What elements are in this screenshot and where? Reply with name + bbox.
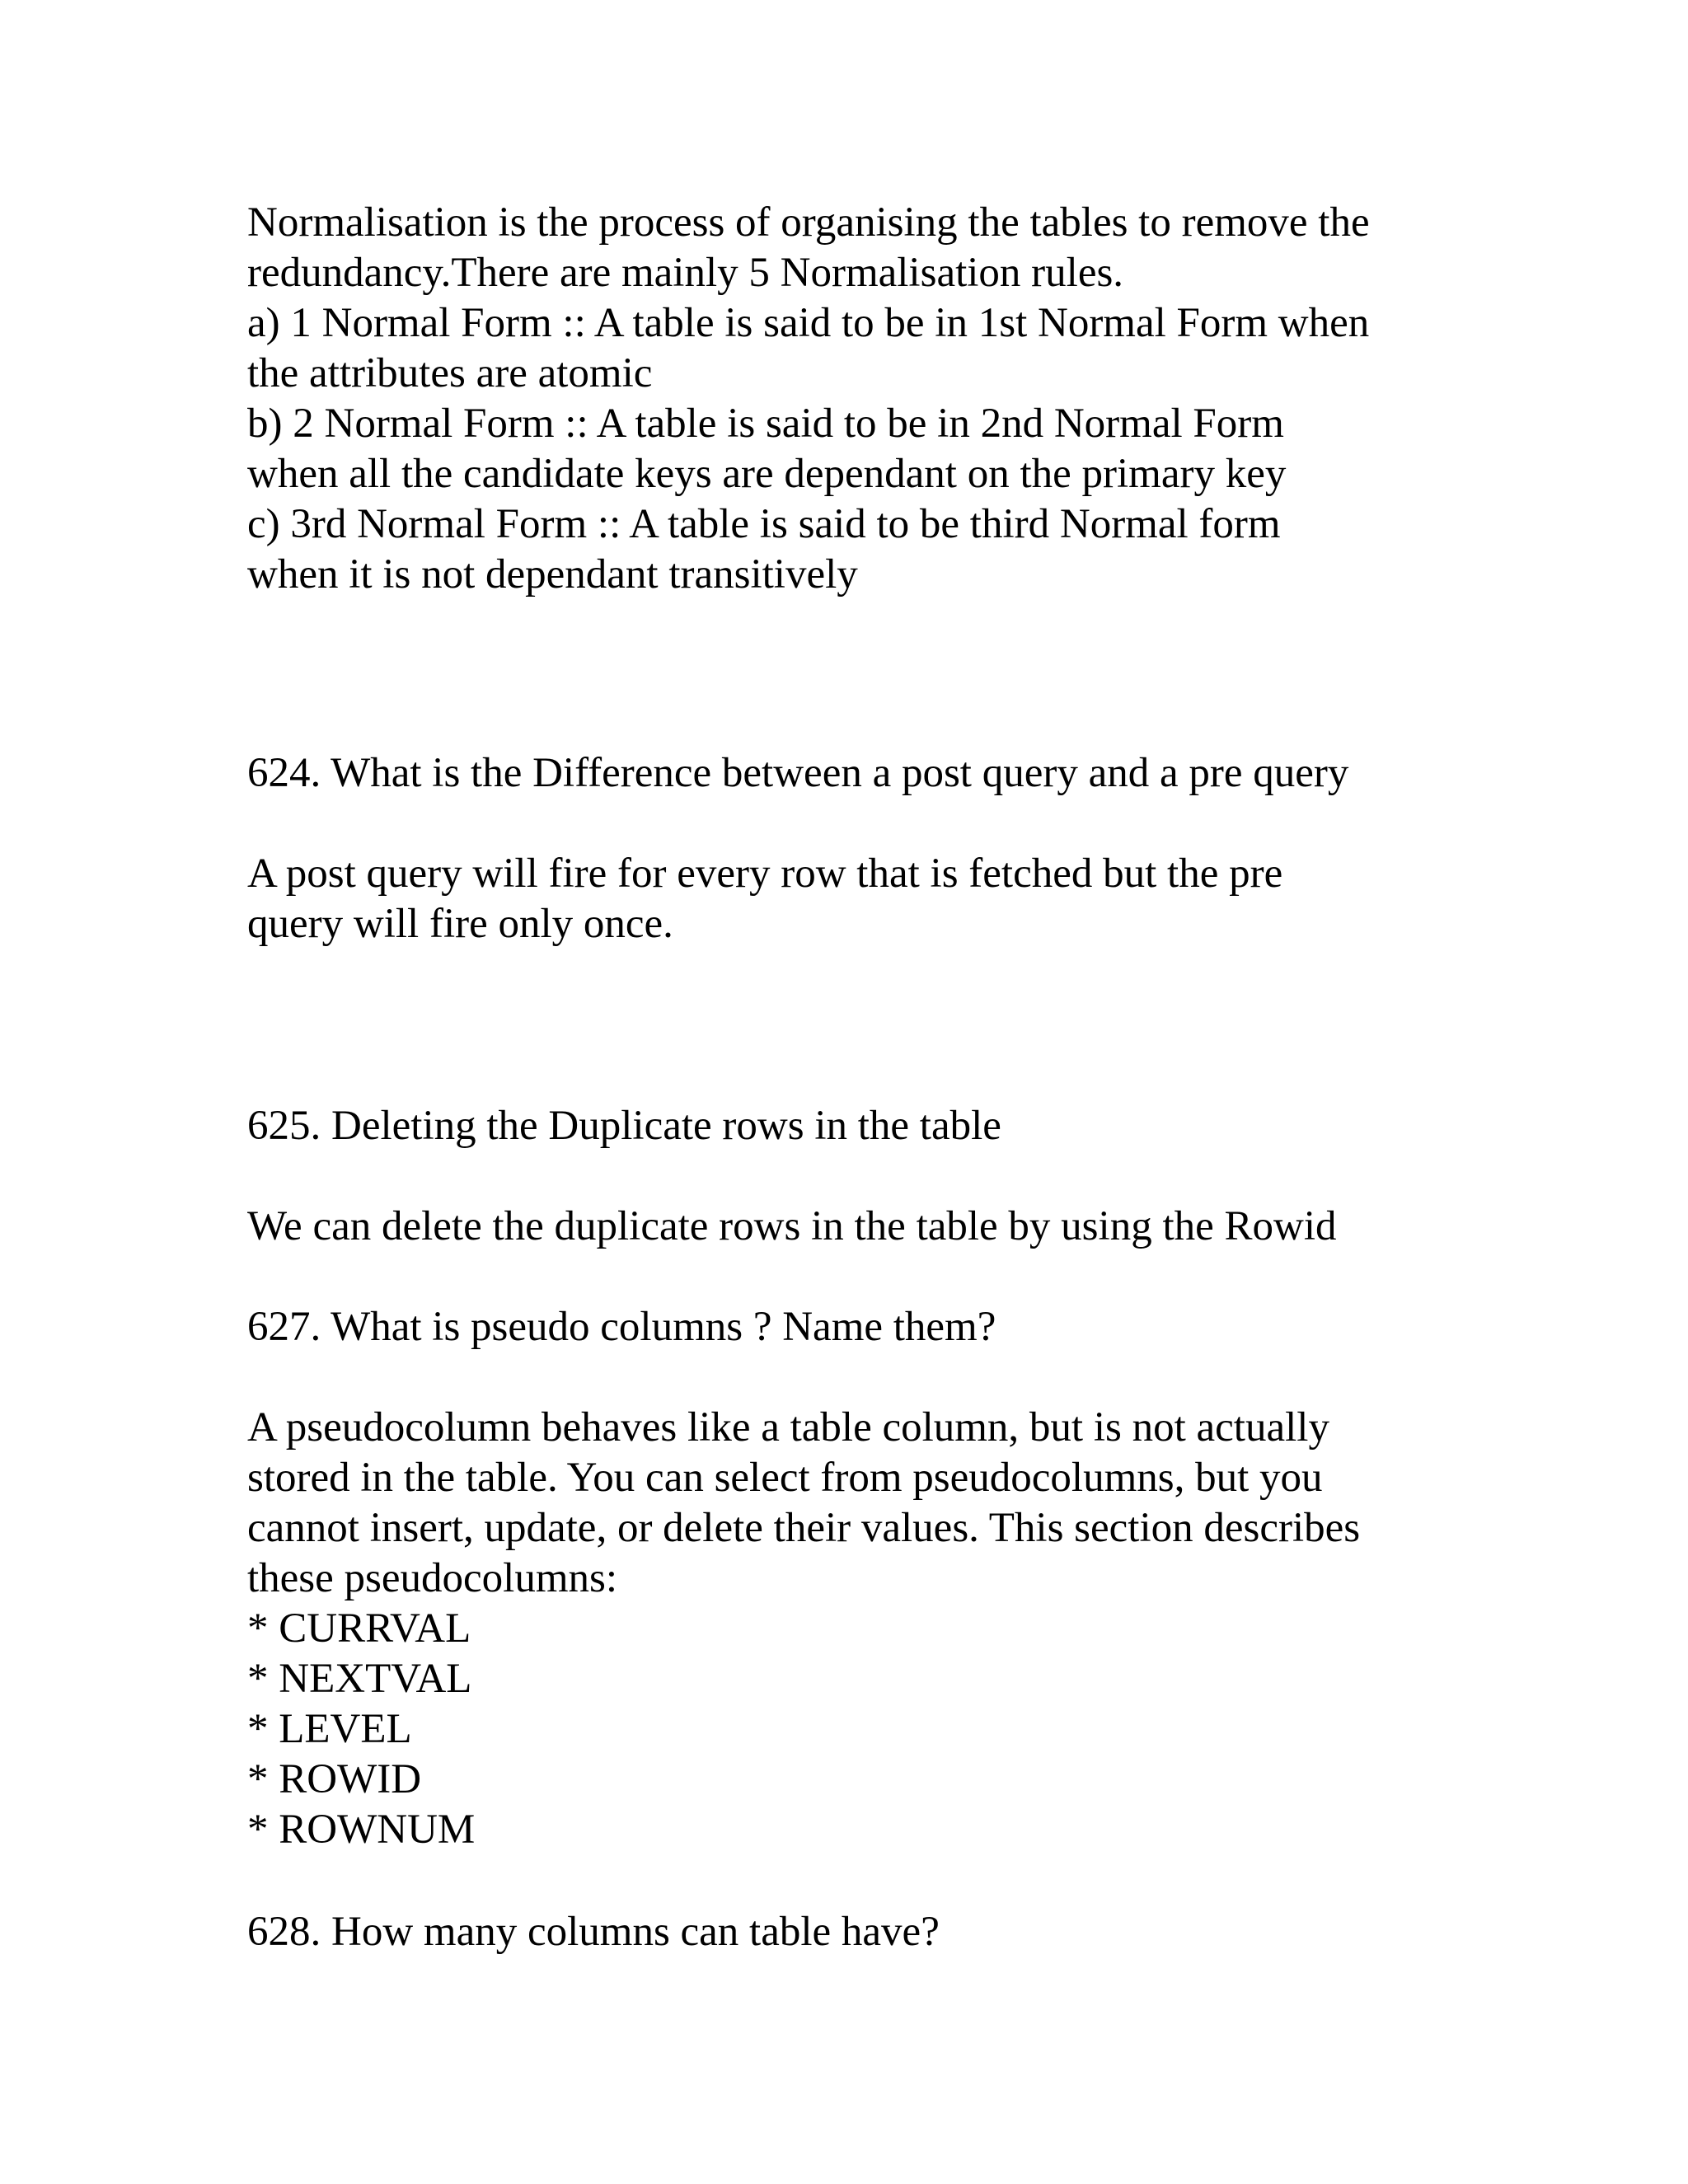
- paragraph-line: a) 1 Normal Form :: A table is said to be in 1st Normal Form when: [247, 300, 1370, 346]
- paragraph-line: redundancy.There are mainly 5 Normalisation rules.: [247, 250, 1124, 296]
- paragraph-line: when all the candidate keys are dependant on the primary key: [247, 451, 1287, 497]
- question-628-heading: [247, 1907, 1533, 1957]
- list-item: * NEXTVAL: [247, 1656, 472, 1702]
- answer-line: A pseudocolumn behaves like a table column, but is not actually: [247, 1404, 1329, 1451]
- paragraph-line: when it is not dependant transitively: [247, 551, 858, 598]
- answer-624: [247, 849, 1533, 949]
- list-item: * CURRVAL: [247, 1605, 471, 1652]
- answer-line: these pseudocolumns:: [247, 1555, 618, 1601]
- question-627-heading: [247, 1302, 1533, 1352]
- paragraph-line: the attributes are atomic: [247, 350, 653, 396]
- answer-line: stored in the table. You can select from pseudocolumns, but you: [247, 1455, 1323, 1501]
- paragraph-line: Normalisation is the process of organising the tables to remove the: [247, 199, 1370, 246]
- question-text: 627. What is pseudo columns ? Name them?: [247, 1304, 996, 1350]
- paragraph-line: b) 2 Normal Form :: A table is said to be in 2nd Normal Form: [247, 401, 1284, 447]
- normalisation-paragraph: [247, 198, 1533, 600]
- answer-627: [247, 1403, 1533, 1855]
- paragraph-line: c) 3rd Normal Form :: A table is said to be third Normal form: [247, 501, 1281, 547]
- question-text: 625. Deleting the Duplicate rows in the table: [247, 1103, 1001, 1149]
- question-624-heading: [247, 748, 1533, 799]
- list-item: * ROWID: [247, 1756, 422, 1802]
- question-625-heading: [247, 1101, 1533, 1151]
- question-text: 624. What is the Difference between a post query and a pre query: [247, 750, 1349, 796]
- answer-line: cannot insert, update, or delete their values. This section describes: [247, 1505, 1361, 1551]
- list-item: * ROWNUM: [247, 1807, 476, 1853]
- answer-line: A post query will fire for every row that is fetched but the pre: [247, 851, 1283, 897]
- answer-line: query will fire only once.: [247, 901, 673, 947]
- list-item: * LEVEL: [247, 1706, 412, 1752]
- question-text: 628. How many columns can table have?: [247, 1909, 940, 1955]
- answer-625: [247, 1202, 1533, 1252]
- answer-line: We can delete the duplicate rows in the table by using the Rowid: [247, 1203, 1337, 1249]
